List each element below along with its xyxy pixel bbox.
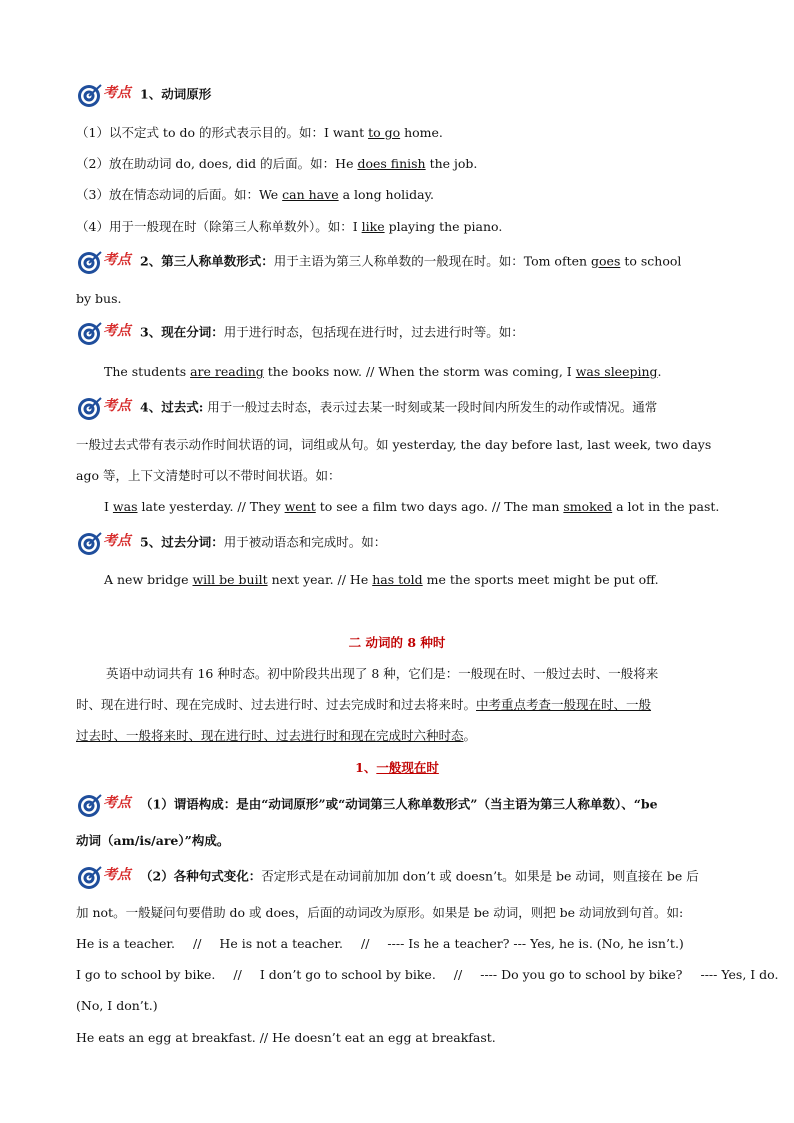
kaodian-badge: 考点 [76,320,138,346]
section-heading: 二 动词的 8 种时 [348,635,446,650]
kp5-heading: 考点 5、过去分词：用于被动语态和完成时。如： [76,530,726,556]
kp6-line2: 动词（am/is/are）”构成。 [76,833,230,848]
kp6-heading [76,792,726,818]
kp5-title: 5、过去分词： [140,534,224,550]
kp2-cont: by bus. [76,291,122,306]
kaodian-badge: 考点 [76,792,138,818]
kp7-example-1: He is a teacher. // He is not a teacher. // ---- Is he a teacher? --- Yes, he is. (No, he isn’t.) [76,936,684,951]
target-icon [76,792,104,818]
section-para-line3: 过去时、一般将来时、现在进行时、过去进行时和现在完成时六种时态。 [76,728,477,743]
kp6-line1: （1）谓语构成：是由“动词原形”或“动词第三人称单数形式”（当主语为第三人称单数）、“be [140,796,658,812]
kp3-example: The students are reading the books now. // When the storm was coming, I was sleeping. [104,364,662,379]
kp7-heading: 考点 （2）各种句式变化：否定形式是在动词前加加 don’t 或 doesn’t。如果是 be 动词，则直接在 be 后 [76,864,726,890]
kp4-title: 4、过去式: [140,399,204,415]
kaodian-badge: 考点 [76,249,138,275]
target-icon [76,864,104,890]
target-icon [76,249,104,275]
kp5-example: A new bridge will be built next year. // He has told me the sports meet might be put off. [104,572,659,587]
badge-label: 考点 [103,85,131,101]
kaodian-badge [76,82,138,108]
target-icon [76,395,104,421]
kp4-line2: 一般过去式带有表示动作时间状语的词，词组或从句。如 yesterday, the day before last, last week, two days [76,437,712,452]
kp1-heading [76,82,726,108]
subsection-heading: 1、一般现在时 [355,760,439,775]
kp7-title: （2）各种句式变化： [140,868,262,884]
kp4-example: I was late yesterday. // They went to see a film two days ago. // The man smoked a lot in the past. [104,499,720,514]
kp3-heading: 考点 3、现在分词：用于进行时态，包括现在进行时，过去进行时等。如： [76,320,726,346]
kp7-example-3: He eats an egg at breakfast. // He doesn’t eat an egg at breakfast. [76,1030,496,1045]
kaodian-badge: 考点 [76,864,138,890]
kp7-line2: 加 not。一般疑问句要借助 do 或 does，后面的动词改为原形。如果是 be 动词，则把 be 动词放到句首。如: [76,905,684,920]
kaodian-badge: 考点 [76,395,138,421]
kp2-heading: 考点 2、第三人称单数形式：用于主语为第三人称单数的一般现在时。如：Tom often goes to school [76,249,726,275]
kp4-line3: ago 等，上下文清楚时可以不带时间状语。如： [76,468,341,483]
target-icon [76,82,104,108]
kp1-item-4: （4）用于一般现在时（除第三人称单数外）。如：I like playing the piano. [76,219,503,234]
kp1-item-2: （2）放在助动词 do, does, did 的后面。如：He does finish the job. [76,156,478,171]
kp3-title: 3、现在分词： [140,324,224,340]
section-para-line2: 时、现在进行时、现在完成时、过去进行时、过去完成时和过去将来时。中考重点考查一般现在时、一般 [76,697,652,712]
kp2-title: 2、第三人称单数形式： [140,253,274,269]
target-icon [76,530,104,556]
kaodian-badge: 考点 [76,530,138,556]
target-icon [76,320,104,346]
kp1-title: 1、动词原形 [140,86,212,102]
kp1-item-1: （1）以不定式 to do 的形式表示目的。如：I want to go home. [76,125,443,140]
section-para-line1: 英语中动词共有 16 种时态。初中阶段共出现了 8 种，它们是：一般现在时、一般过去时、一般将来 [106,666,659,681]
kp7-example-2-cont: (No, I don’t.) [76,998,158,1013]
kp4-heading: 考点 4、过去式: 用于一般过去时态，表示过去某一时刻或某一段时间内所发生的动作或情况。通常 [76,395,726,421]
kp1-item-3: （3）放在情态动词的后面。如：We can have a long holiday. [76,187,434,202]
kp7-example-2: I go to school by bike. // I don’t go to school by bike. // ---- Do you go to school by bike? ---- Yes, I do. [76,967,779,982]
